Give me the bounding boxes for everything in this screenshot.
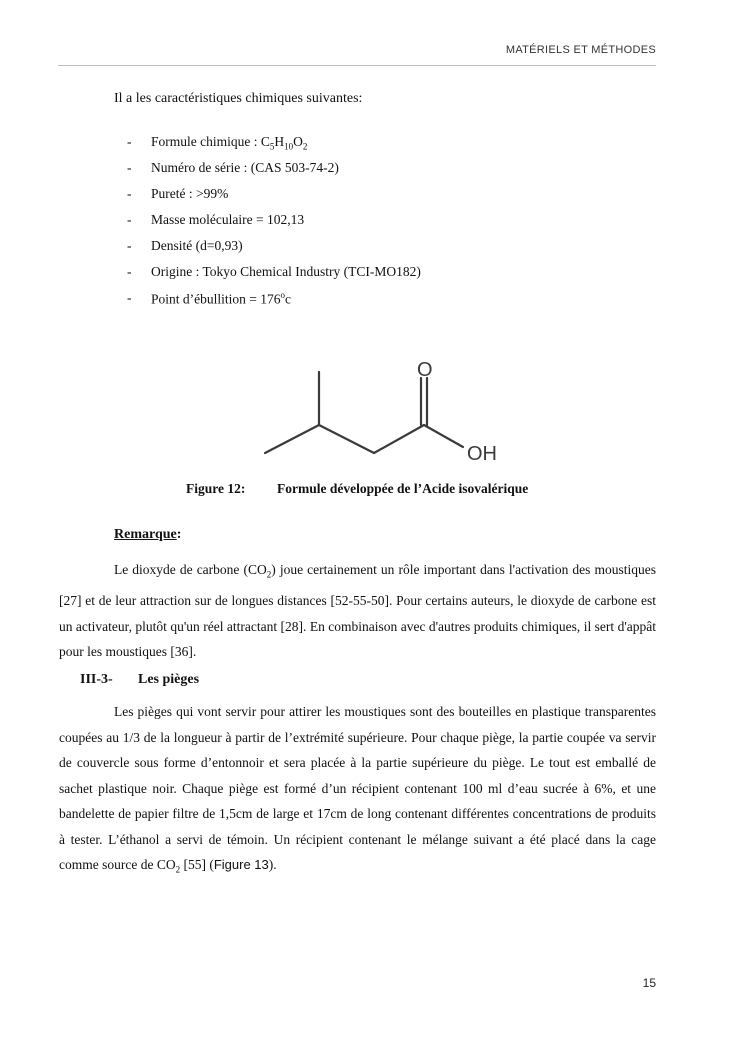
list-item	[127, 238, 421, 264]
bond	[319, 425, 374, 453]
remark-paragraph: Le dioxyde de carbone $(CO_2)$ joue certainement un rôle important dans l'activation des moustiques [27] et de leur attraction sur de longues distances [52-55-50]. Pour certains auteurs, le dioxyde de carbone est un activateur, plutôt qu'un réel attractant [28]. En combinaison avec d'autres produits chimiques, il sert d'appât pour les moustiques [36].	[59, 562, 656, 660]
bullet-dash: -	[127, 160, 132, 175]
boiling-point-text: Point d’ébullition = $176^oc$	[151, 290, 291, 307]
figure-number: Figure 12:	[186, 481, 246, 496]
bullet-dash: -	[127, 212, 132, 227]
bullet-dash: -	[127, 134, 132, 149]
properties-list	[127, 134, 421, 316]
running-header: MATÉRIELS ET MÉTHODES	[505, 44, 656, 56]
intro-text: Il a les caractéristiques chimiques suivantes:	[114, 91, 363, 106]
page-number: 15	[642, 976, 656, 990]
bullet-dash: -	[127, 238, 132, 253]
bullet-dash: -	[127, 290, 132, 305]
bond	[265, 425, 319, 453]
hydroxyl-label: OH	[467, 443, 497, 465]
mass-text: Masse moléculaire = 102,13	[151, 212, 305, 227]
density-text: Densité (d=0,93)	[151, 238, 243, 253]
list-item	[127, 186, 421, 212]
list-item	[127, 212, 421, 238]
list-item	[127, 290, 421, 316]
bond	[424, 425, 463, 447]
bullet-dash: -	[127, 186, 132, 201]
traps-paragraph: Les pièges qui vont servir pour attirer les moustiques sont des bouteilles en plastique transparentes coupées au 1/3 de la longueur à partir de l’extrémité supérieure. Pour chaque piège, la partie coupée va servir de couvercle sous forme d’entonnoir et sera placée à la partie supérieure du piège. Le tout est emballé de sachet plastique noir. Chaque piège est formé d’un récipient contenant 100 ml d’eau sucrée à 6%, et une bandelette de papier filtre de 1,5cm de large et 17cm de long contenant différentes concentrations de produits à tester. L’éthanol a servi de témoin. Un récipient contenant le mélange suivant a été placé dans la cage comme source de $CO_2$ [55] (Figure 13).	[59, 704, 656, 875]
figure-reference: Figure 13	[213, 857, 269, 872]
list-item	[127, 134, 421, 160]
remark-heading: Remarque:	[114, 527, 182, 542]
section-heading	[80, 672, 199, 688]
isovaleric-acid-structure	[260, 356, 510, 466]
purity-text: Pureté : >99%	[151, 186, 229, 201]
list-item	[127, 264, 421, 290]
figure-title: Formule développée de l’Acide isovalérique	[277, 481, 529, 496]
header-divider	[58, 65, 656, 66]
bullet-dash: -	[127, 264, 132, 279]
origin-text: Origine : Tokyo Chemical Industry (TCI-MO182)	[151, 264, 421, 279]
list-item	[127, 160, 421, 186]
formula-text: Formule chimique : $C_5H_{10}O_2$	[151, 134, 308, 152]
section-number: III-3-	[80, 672, 113, 687]
section-title: Les pièges	[138, 672, 200, 687]
bond	[374, 425, 424, 453]
serial-text: Numéro de série : (CAS 503-74-2)	[151, 160, 339, 175]
oxygen-label: O	[417, 359, 433, 381]
